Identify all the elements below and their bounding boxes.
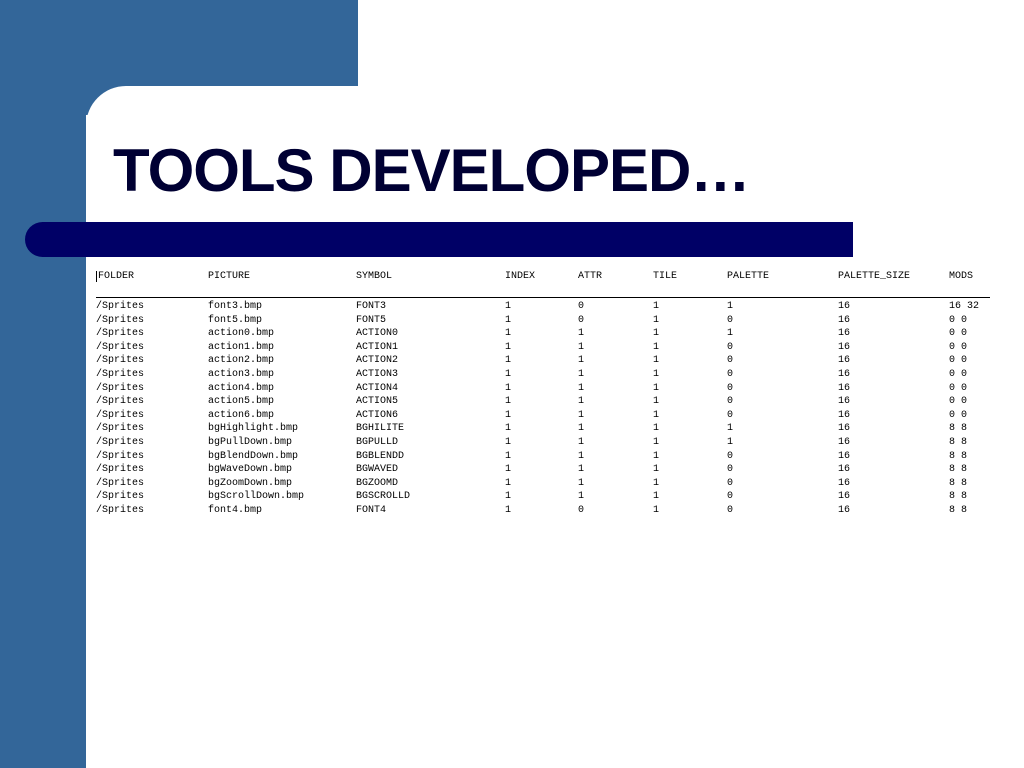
cell-attr: 1: [578, 355, 585, 367]
cell-index: 1: [505, 491, 512, 503]
table-row: [96, 314, 990, 328]
table-row: [96, 450, 990, 464]
cell-attr: 0: [578, 314, 585, 326]
cell-index: 1: [505, 368, 512, 380]
cell-tile: 1: [653, 368, 660, 380]
cell-mods: 0 0: [949, 396, 968, 408]
cell-symbol: ACTION5: [356, 396, 399, 408]
sprite-table: [96, 268, 990, 518]
cell-attr: 1: [578, 409, 585, 421]
header-palette-size: PALETTE_SIZE: [838, 271, 911, 282]
cell-attr: 1: [578, 464, 585, 476]
cell-palette-size: 16: [838, 314, 851, 326]
cell-tile: 1: [653, 491, 660, 503]
cell-mods: 0 0: [949, 341, 968, 353]
table-row: [96, 477, 990, 491]
cell-picture: bgWaveDown.bmp: [208, 464, 293, 476]
cell-attr: 1: [578, 341, 585, 353]
header-folder: [96, 268, 208, 286]
cell-palette-size: 16: [838, 491, 851, 503]
cell-folder: /Sprites: [96, 504, 145, 516]
cell-mods: 0 0: [949, 355, 968, 367]
cell-index: 1: [505, 477, 512, 489]
title-underline-bar: [25, 222, 853, 257]
cell-folder: /Sprites: [96, 301, 145, 312]
cell-palette: 1: [727, 301, 734, 312]
cell-tile: 1: [653, 450, 660, 462]
header-palette: PALETTE: [727, 271, 770, 282]
table-row: [96, 327, 990, 341]
cell-index: 1: [505, 464, 512, 476]
cell-tile: 1: [653, 396, 660, 408]
table-header-row: [96, 268, 990, 286]
table-row: [96, 368, 990, 382]
header-divider-row: [96, 286, 990, 300]
cell-picture: action1.bmp: [208, 341, 275, 353]
cell-index: 1: [505, 341, 512, 353]
cell-picture: font4.bmp: [208, 504, 263, 516]
cell-symbol: ACTION6: [356, 409, 399, 421]
cell-picture: bgZoomDown.bmp: [208, 477, 293, 489]
cell-palette: 0: [727, 409, 734, 421]
table-row: [96, 436, 990, 450]
cell-picture: bgScrollDown.bmp: [208, 491, 305, 503]
cell-palette-size: 16: [838, 477, 851, 489]
cell-palette: 1: [727, 423, 734, 435]
cell-index: 1: [505, 328, 512, 340]
header-mods: MODS: [949, 271, 974, 282]
cell-tile: 1: [653, 409, 660, 421]
cell-attr: 1: [578, 382, 585, 394]
cell-picture: bgPullDown.bmp: [208, 436, 293, 448]
cell-mods: 8 8: [949, 491, 968, 503]
cell-palette-size: 16: [838, 396, 851, 408]
cell-mods: 0 0: [949, 368, 968, 380]
cell-folder: /Sprites: [96, 355, 145, 367]
cell-symbol: ACTION4: [356, 382, 399, 394]
slide-title: TOOLS DEVELOPED…: [113, 137, 750, 204]
cell-picture: font3.bmp: [208, 301, 263, 312]
cell-picture: action6.bmp: [208, 409, 275, 421]
cell-attr: 1: [578, 396, 585, 408]
cell-palette-size: 16: [838, 436, 851, 448]
cell-attr: 1: [578, 368, 585, 380]
cell-mods: 8 8: [949, 504, 968, 516]
cell-palette: 0: [727, 368, 734, 380]
table-row: [96, 300, 990, 314]
table-row: [96, 395, 990, 409]
cell-folder: /Sprites: [96, 396, 145, 408]
cell-mods: 8 8: [949, 450, 968, 462]
cell-palette-size: 16: [838, 450, 851, 462]
table-row: [96, 422, 990, 436]
cell-palette: 0: [727, 491, 734, 503]
table-row: [96, 463, 990, 477]
cell-symbol: FONT4: [356, 504, 387, 516]
header-symbol: SYMBOL: [356, 271, 393, 282]
cell-index: 1: [505, 355, 512, 367]
cell-palette-size: 16: [838, 409, 851, 421]
cell-tile: 1: [653, 382, 660, 394]
cell-attr: 1: [578, 450, 585, 462]
cell-palette: 0: [727, 477, 734, 489]
cell-palette-size: 16: [838, 382, 851, 394]
table-row: [96, 341, 990, 355]
cell-palette: 0: [727, 464, 734, 476]
cell-tile: 1: [653, 328, 660, 340]
cell-folder: /Sprites: [96, 382, 145, 394]
cell-mods: 8 8: [949, 423, 968, 435]
cell-attr: 1: [578, 491, 585, 503]
cell-tile: 1: [653, 477, 660, 489]
header-index: INDEX: [505, 271, 536, 282]
cell-mods: 0 0: [949, 409, 968, 421]
cell-symbol: FONT3: [356, 301, 387, 312]
cell-palette-size: 16: [838, 328, 851, 340]
header-divider: [96, 297, 990, 298]
table-row: [96, 354, 990, 368]
cell-folder: /Sprites: [96, 450, 145, 462]
cell-mods: 0 0: [949, 382, 968, 394]
cell-mods: 8 8: [949, 464, 968, 476]
cell-folder: /Sprites: [96, 368, 145, 380]
cell-palette-size: 16: [838, 355, 851, 367]
cell-index: 1: [505, 396, 512, 408]
table-row: [96, 409, 990, 423]
cell-picture: action5.bmp: [208, 396, 275, 408]
cell-index: 1: [505, 314, 512, 326]
cell-index: 1: [505, 450, 512, 462]
cell-palette-size: 16: [838, 464, 851, 476]
cell-palette: 0: [727, 504, 734, 516]
cell-palette-size: 16: [838, 301, 851, 312]
cell-palette-size: 16: [838, 423, 851, 435]
sprite-table-container: [96, 268, 990, 518]
cell-index: 1: [505, 423, 512, 435]
blue-left-band: [0, 0, 86, 768]
cell-tile: 1: [653, 464, 660, 476]
header-tile: TILE: [653, 271, 678, 282]
cell-attr: 1: [578, 328, 585, 340]
cell-attr: 1: [578, 436, 585, 448]
header-picture: PICTURE: [208, 271, 251, 282]
cell-attr: 1: [578, 423, 585, 435]
cell-palette: 0: [727, 341, 734, 353]
cell-folder: /Sprites: [96, 328, 145, 340]
cell-palette: 0: [727, 355, 734, 367]
cell-symbol: ACTION0: [356, 328, 399, 340]
cell-palette: 0: [727, 450, 734, 462]
cell-index: 1: [505, 504, 512, 516]
cell-index: 1: [505, 409, 512, 421]
cell-symbol: BGHILITE: [356, 423, 405, 435]
cell-palette: 1: [727, 328, 734, 340]
cell-symbol: ACTION1: [356, 341, 399, 353]
cell-tile: 1: [653, 301, 660, 312]
cell-palette-size: 16: [838, 341, 851, 353]
cell-folder: /Sprites: [96, 423, 145, 435]
cell-tile: 1: [653, 423, 660, 435]
cell-picture: action4.bmp: [208, 382, 275, 394]
cell-index: 1: [505, 436, 512, 448]
header-folder-label: FOLDER: [98, 271, 135, 282]
cell-symbol: FONT5: [356, 314, 387, 326]
cell-tile: 1: [653, 504, 660, 516]
cell-picture: font5.bmp: [208, 314, 263, 326]
cell-picture: bgHighlight.bmp: [208, 423, 299, 435]
cell-folder: /Sprites: [96, 314, 145, 326]
cell-tile: 1: [653, 314, 660, 326]
cell-folder: /Sprites: [96, 436, 145, 448]
cell-folder: /Sprites: [96, 409, 145, 421]
cell-index: 1: [505, 301, 512, 312]
cell-folder: /Sprites: [96, 477, 145, 489]
cell-symbol: BGSCROLLD: [356, 491, 411, 503]
cell-mods: 8 8: [949, 477, 968, 489]
cell-tile: 1: [653, 341, 660, 353]
cell-picture: action2.bmp: [208, 355, 275, 367]
cell-tile: 1: [653, 355, 660, 367]
cell-picture: action3.bmp: [208, 368, 275, 380]
cell-attr: 0: [578, 301, 585, 312]
table-row: [96, 504, 990, 518]
cell-mods: 16 32: [949, 301, 980, 312]
cell-folder: /Sprites: [96, 491, 145, 503]
cell-picture: action0.bmp: [208, 328, 275, 340]
header-attr: ATTR: [578, 271, 603, 282]
cell-symbol: BGBLENDD: [356, 450, 405, 462]
cell-mods: 8 8: [949, 436, 968, 448]
cell-mods: 0 0: [949, 314, 968, 326]
table-row: [96, 382, 990, 396]
cell-mods: 0 0: [949, 328, 968, 340]
cell-attr: 0: [578, 504, 585, 516]
cell-palette-size: 16: [838, 504, 851, 516]
cell-symbol: ACTION2: [356, 355, 399, 367]
cell-palette: 0: [727, 314, 734, 326]
cell-index: 1: [505, 382, 512, 394]
cell-symbol: BGZOOMD: [356, 477, 399, 489]
cell-palette-size: 16: [838, 368, 851, 380]
cell-tile: 1: [653, 436, 660, 448]
cell-palette: 1: [727, 436, 734, 448]
cell-folder: /Sprites: [96, 464, 145, 476]
cell-symbol: ACTION3: [356, 368, 399, 380]
cell-symbol: BGPULLD: [356, 436, 399, 448]
cell-attr: 1: [578, 477, 585, 489]
cell-palette: 0: [727, 382, 734, 394]
cell-symbol: BGWAVED: [356, 464, 399, 476]
cell-folder: /Sprites: [96, 341, 145, 353]
cell-picture: bgBlendDown.bmp: [208, 450, 299, 462]
cell-palette: 0: [727, 396, 734, 408]
table-row: [96, 490, 990, 504]
